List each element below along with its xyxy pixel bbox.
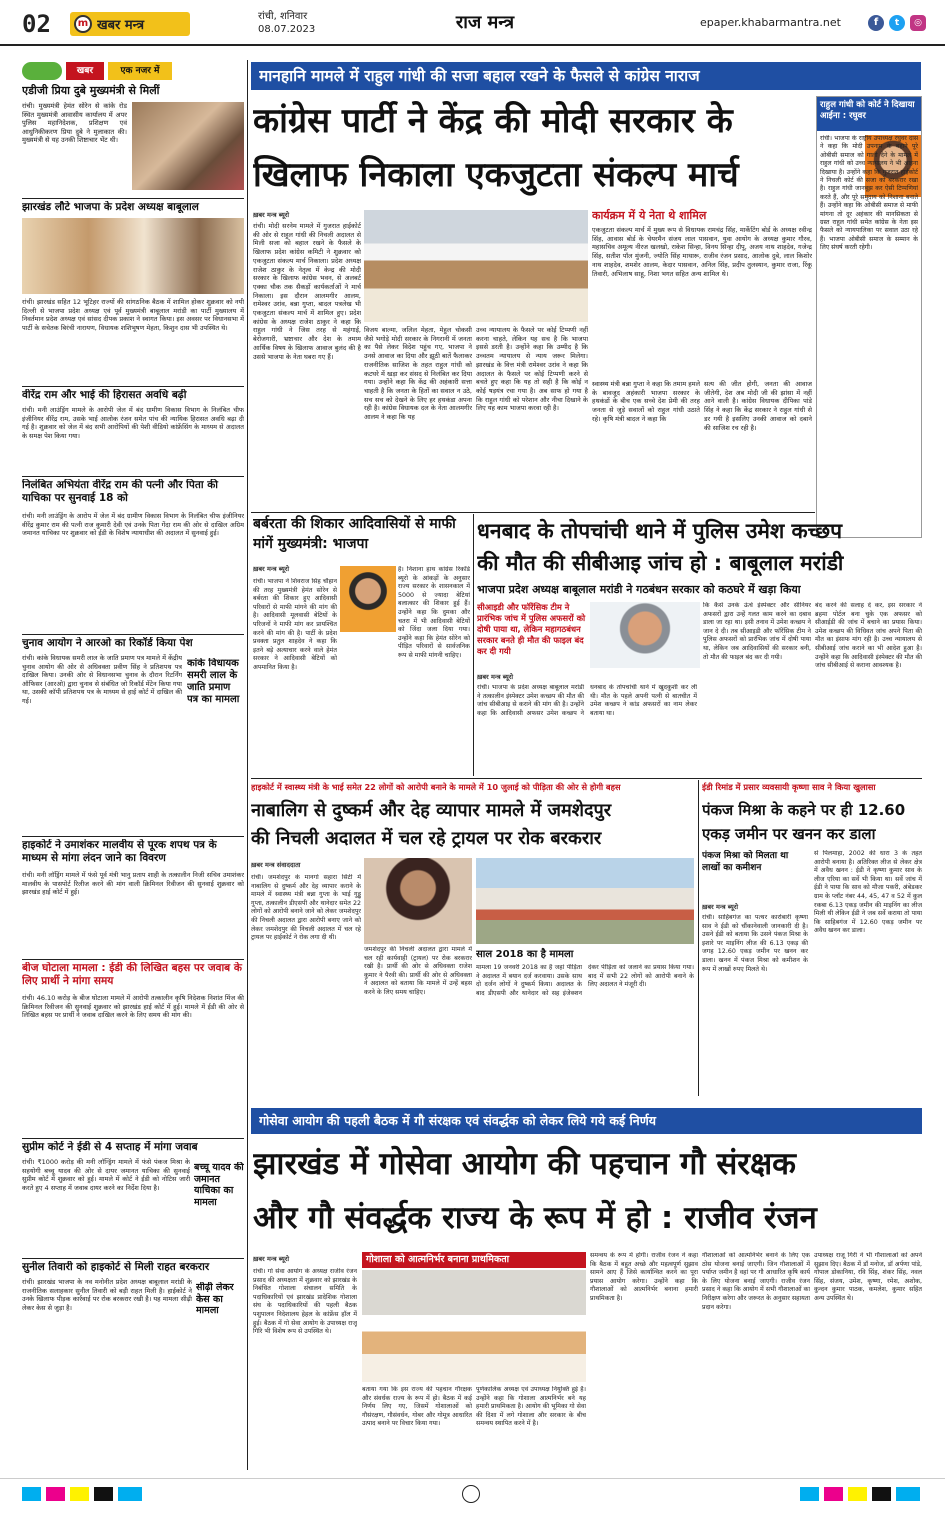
leaders-box [592,208,812,376]
rail-headline-5[interactable]: चुनाव आयोग ने आरओ का रिकॉर्ड किया पेश [22,637,193,649]
story6-box-title[interactable]: गोशाला को आत्मनिर्भर बनाना प्राथमिकता [362,1252,586,1268]
story6-text-col2: बताया गया कि इस राज्य की पहचान गौरक्षक और संवर्धक राज्य के रूप में हो। बैठक में कई निर्णय लिए गए, जिसमें गोशालाओं को गौसंरक्षण, गौसंवर्धन, गोबर और गोमूत्र आधारित उत्पाद बनाने पर विचार किया गया। [362,1386,472,1428]
story6-text-col1: रांची। गो सेवा आयोग के अध्यक्ष राजीव रंजन प्रसाद की अध्यक्षता में शुक्रवार को झारखंड के निबंधित गोशाला संचालन समिति के पदाधिकारियों एवं झारखंड प्रादेशिक गोशाला संघ के पदाधिकारियों की पहली बैठक पशुपालन निदेशालय हेहल के कांफ्रेंस हॉल में हुई। बैठक में गो सेवा आयोग के उपाध्यक्ष राजू गिरि भी विशेष रूप से उपस्थित थे। [253,1268,357,1336]
rail-headline-2[interactable]: झारखंड लौटे भाजपा के प्रदेश अध्यक्ष बाबूलाल [22,201,199,213]
story4-caption: साल 2018 का है मामला [476,949,574,960]
rail-headline-4[interactable]: निलंबित अभियंता वीरेंद्र राम की पत्नी और पिता की याचिका पर सुनवाई 18 को [22,479,218,504]
story3-subhead: भाजपा प्रदेश अध्यक्ष बाबूलाल मरांडी ने गठबंधन सरकार को कठघरे में खड़ा किया [477,583,801,596]
raghubar-box [816,96,922,538]
twitter-icon[interactable]: t [889,15,905,31]
story5-headline-2[interactable]: एकड़ जमीन पर खनन कर डाला [702,825,876,843]
rail-text-7: रांची। 46.10 करोड़ के बीज घोटाला मामले में आरोपी तत्कालीन कृषि निदेशक निशांत मिंज की क्रिमिनल रिवीजन की सुनवाई शुक्रवार को झारखंड हाई कोर्ट में हुई। मामले में ईडी की ओर से लिखित बहस पर प्रार्थी ने जवाब दाखिल करने के लिए समय की मांग की। [22,994,244,1020]
facebook-icon[interactable]: f [868,15,884,31]
rail-text-5: रांची। कांके विधायक समरी लाल के जाति प्रमाण पत्र मामले में केंद्रीय चुनाव आयोग की ओर से अधिवक्ता प्रवीण सिंह ने प्रतिशपथ पत्र दाखिल किया। उनकी ओर से विधानसभा चुनाव के दौरान रिटर्निंग ऑफिसर (आरओ) द्वारा चुनाव से संबंधित जो रिकॉर्ड मेंटेन किया गया था, उसकी कॉपी प्रतिशपथ पत्र के माध्यम से हाई कोर्ट में दाखिल की गई। [22,654,182,705]
divider [22,634,244,635]
rail-text-4: रांची। मनी लाउंड्रिंग के आरोप में जेल में बंद ग्रामीण विकास विभाग के निलंबित चीफ इंजीनियर वीरेंद्र कुमार राम की पत्नी राज कुमारी देवी एवं उनके पिता गेंदा राम की ओर से दाखिल अग्रिम जमानत याचिका पर शुक्रवार को ईडी के विशेष न्यायाधीश की अदालत में सुनवाई हुई। [22,512,244,538]
story3-headline-1[interactable]: धनबाद के तोपचांची थाने में पुलिस उमेश कच्छप [477,519,843,543]
website-link[interactable]: epaper.khabarmantra.net [700,16,841,29]
instagram-icon[interactable]: ◎ [910,15,926,31]
lead-text-col5: सत्य की जीत होगी, जनता की आवाज जीतेगी, देश अब मोदी जी की झांसा में नहीं आने वाली है। कांग्रेस विधायक दीपिका पांडे सिंह ने कहा कि केंद्र सरकार ने राहुल गांधी से डर गयी है इसलिए उनकी आवाज को दबाने की साजिश रच रही है। [704,380,812,432]
story6-kicker: गोसेवा आयोग की पहली बैठक में गौ संरक्षक एवं संवर्द्धक को लेकर लिये गये कई निर्णय [259,1113,656,1128]
story4-headline-2[interactable]: की निचली अदालत में चल रहे ट्रायल पर रोक बरकरार [251,828,602,849]
registration-mark-icon [800,1487,920,1501]
lead-byline: ख़बर मन्त्र ब्यूरो [253,211,290,219]
issue-date: 08.07.2023 [258,24,316,35]
registration-mark-icon [22,1487,142,1501]
city-day: रांची, शनिवार [258,11,308,22]
story2-photo [340,566,396,632]
story6-text-col3: पूर्णकालिक अध्यक्ष एवं उपाध्यक्ष नियुक्ति हुई है। उन्होंने कहा कि गोशाला आत्मनिर्भर बने यह हमारी प्राथमिकता है। आयोग की भूमिका गो सेवा की दिशा में लगे गोशाला और सरकार के बीच समन्वय स्थापित करने में है। [476,1386,586,1428]
column-divider [247,60,248,1470]
page-number: 02 [22,10,51,38]
divider [22,198,244,199]
rail-text-9: रांची। झारखंड भाजपा के नव मनोनीत प्रदेश अध्यक्ष बाबूलाल मरांडी के राजनीतिक सलाहकार सुनील तिवारी को बड़ी राहत मिली है। हाईकोर्ट ने उनके खिलाफ पीड़क कार्रवाई पर रोक बरकरार रखी है। यह मामला सीढ़ी लेकर केस से जुड़ा है। [22,1278,192,1312]
rail-photo-2 [22,218,244,294]
leaders-box-text: एकजुटता संकल्प मार्च में मुख्य रूप से विधायक रामचंद्र सिंह, मार्केटिंग बोर्ड के अध्यक्ष रवीन्द्र सिंह, आवास बोर्ड के चेयरमैन संजय लाल पासवान, युवा आयोग के अध्यक्ष कुमार गौरव, महासचिव अमूल्य नीरज खलखो, राकेश सिन्हा, विनय सिन्हा दीपू, अजय नाथ शाहदेव, गजेन्द्र सिंह, सतीश पॉल मुंजनी, ज्योति सिंह माथारू, राजीव रंजन प्रसाद, आलोक दुबे, लाल किशोर नाथ शाहदेव, शमशेर आलम, केदार पासवान, अनिल सिंह, प्रदीप तुलस्यान, कुमार राजा, रिंकू तिवारी, अभिलाष साहू, निशा भगत सहित अन्य शामिल थे। [592,226,812,278]
story2-text-col1: रांची। भाजपा ने शिवराज सिंह चौहान की तरह मुख्यमंत्री हेमंत सोरेन से बर्बरता की शिकार हुए आदिवासी परिवारों से माफी मांगने की मांग की है। आदिवासी मूलवासी बेटियों के परिजनों ने माफी मांग कर प्रायश्चित करने की मांग की है। पार्टी के प्रदेश प्रवक्ता प्रतुल शाहदेव ने कहा कि इतने बड़े अत्याचार करने वाले हेमंत सरकार ने आदिवासी बेटियों को अपमानित किया है। [253,578,337,671]
registration-mark-icon [462,1485,480,1503]
rail-headline-6[interactable]: हाइकोर्ट ने उमाशंकर मालवीय से पूरक शपथ पत्र के माध्यम से मांगा लंदन जाने का विवरण [22,839,217,864]
column-divider [473,514,474,776]
raghubar-box-title[interactable]: राहुल गांधी को कोर्ट ने दिखाया आईना : रघुवर [817,97,921,131]
divider [22,1138,244,1139]
rail-headline-7[interactable]: बीज घोटाला मामला : ईडी की लिखित बहस पर जवाब के लिए प्रार्थी ने मांगा समय [22,962,242,987]
footer-color-bar [0,1478,945,1517]
story6-text-col6: उपाध्यक्ष राजू गिरी ने भी गौशालाओं को अपने सुझाव दिए। बैठक में डॉ मनोज, डॉ अर्पणा पांडे, गोपाल डोकानिया, रवि सिंह, शंकर सिंह, नवल सिंह, संजय, उमेश, कृष्णा, रमेश, अशोक, कुन्दन कुमार पाठक, कमलेश, कुमार सहित अन्य उपस्थित थे। [814,1252,922,1302]
rail-badge [22,62,172,80]
raghubar-box-text: रांची। भाजपा के राष्ट्रीय उपाध्यक्ष रघुवर दास ने कहा कि मोदी उपनाम के बहाने पूरे ओबीसी समाज को गाली देने के मामले में राहुल गांधी को उच्च न्यायालय ने भी आइना दिखाया है। उन्होंने कहा कि गुजरात हाईकोर्ट ने निचली कोर्ट की सजा को बरकरार रखा है। राहुल गांधी जानबूझ कर ऐसी टिप्पणियां करते हैं, और पूरे समुदाय को निशाना बनाते हैं। उन्होंने कहा कि ओबीसी समाज से माफी मांगना तो दूर अहंकार की मानसिकता से ग्रस्त राहुल गांधी समेत कांग्रेस के नेता इस फैसले को न्यायपालिका पर सवाल उठा रहे हैं। भाजपा ओबीसी समाज के सम्मान के लिए संघर्ष करती रहेगी। [820,135,918,252]
rail-text-6: रांची। मनी लॉड्रिंग मामले में फंसे पूर्व मंत्री भानु प्रताप शाही के तत्कालीन निजी सचिव उमाशंकर मालवीय के पासपोर्ट रिलीज करने की मांग वाली क्रिमिनल रिवीजन की सुनवाई शुक्रवार को झारखंड हाई कोर्ट में हुई। [22,871,244,897]
rail-quote-5: कांके विधायक समरी लाल के जाति प्रमाण पत्र का मामला [187,658,240,705]
rail-text-1: रांची। मुख्यमंत्री हेमंत सोरेन से कांके रोड स्थित मुख्यमंत्री आवासीय कार्यालय में अपर पुलिस महानिदेशक, प्रशिक्षण एवं आधुनिकीकरण प्रिया दुबे ने मुलाकात की। मुख्यमंत्री से यह उनकी शिष्टाचार भेंट थी। [22,102,127,145]
lead-banner-text: मानहानि मामले में राहुल गांधी की सजा बहाल रखने के फैसले से कांग्रेस नाराज [259,67,700,85]
story4-headline-1[interactable]: नाबालिग से दुष्कर्म और देह व्यापार मामले में जमशेदपुर [251,800,612,821]
story5-kicker: ईडी रिमांड में प्रसार व्यवसायी कृष्णा साव ने किया खुलासा [702,782,876,792]
divider [251,778,922,779]
rail-quote-9: सीढ़ी लेकर केस का मामला [196,1282,234,1316]
lead-headline-1[interactable]: कांग्रेस पार्टी ने केंद्र की मोदी सरकार के [253,101,733,141]
story4-byline: ख़बर मन्त्र संवाददाता [251,861,301,869]
story2-byline: ख़बर मन्त्र ब्यूरो [253,565,290,573]
brand-logo-icon: m [74,15,92,33]
story5-pullquote: पंकज मिश्रा को मिलता था लाखों का कमीशन [702,851,789,873]
leaders-box-title[interactable]: कार्यक्रम में ये नेता थे शामिल [592,209,707,222]
story4-illustration [364,858,472,944]
story2-text-col2: है। निशाना हाथ कांग्रेस रिकॉर्ड ब्यूरो के आंकड़ों के अनुसार राज्य सरकार के शासनकाल में 5000 से ज्यादा बेटियां बलात्कार की शिकार हुई हैं। उन्होंने कहा कि दुमका और चतरा में भी आदिवासी बेटियों को जिंदा जला दिया गया। उन्होंने कहा कि हेमंत सोरेन को पीड़ित परिवारों से सार्वजनिक रूप से माफी मांगनी चाहिए। [398,566,470,659]
lead-text-col1: रांची। मोदी सरनेम मामले में गुजरात हाईकोर्ट की ओर से राहुल गांधी की निचली अदालत से मिली सजा को बहाल रखने के फैसले के खिलाफ प्रदेश कांग्रेस कमिटी ने शुक्रवार को एकजुटता संकल्प मार्च निकाला। प्रदेश अध्यक्ष राजेश ठाकुर के नेतृत्व में केन्द्र की मोदी सरकार के खिलाफ कांग्रेस भवन, से अलबर्ट एक्का चौक तक सैकड़ों कार्यकर्ताओं ने मार्च निकाला। इस दौरान आलमगीर आलम, रामेश्वर उरांव, बन्ना गुप्ता, बादल पत्रलेख भी एकजुटता संकल्प मार्च में शामिल हुए। प्रदेश कांग्रेस के अध्यक्ष राजेश ठाकुर ने कहा कि राहुल गांधी ने जिस तरह से महंगाई, बेरोजगारी, भ्रष्टाचार और देश के तमाम आर्थिक विषय के खिलाफ आवाज बुलंद की है उससे भाजपा के नेता घबरा गए हैं। [253,222,361,361]
divider [22,476,244,477]
story6-photo [362,1270,586,1382]
story3-pullquote: सीआइडी और फॉरेंसिक टीम ने प्रारंभिक जांच में पुलिस अफसरों को दोषी पाया था, लेकिन महागठबंधन सरकार बनते ही मौत की फाइल बंद कर दी गयी [477,602,586,656]
divider [22,959,244,960]
story5-byline: ख़बर मन्त्र ब्यूरो [702,903,739,911]
rail-quote-8: बच्चू यादव की जमानत याचिका का मामला [194,1162,244,1208]
story6-text-col4: समन्वय के रूप में होगी। राजीव रंजन ने कहा कि बैठक में बहुत अच्छे और महत्वपूर्ण सुझाव सामने आए हैं जिसे कार्यान्वित करने का पूरा प्रयास आयोग करेगा। उन्होंने कहा कि गौशालाओं को आत्मनिर्भर बनाना हमारी प्राथमिकता है। [590,1252,698,1302]
story4-text-col3: मामला 19 जनवरी 2018 का है जहां पीड़िता ने अदालत में बयान दर्ज करवाया। उसके साथ दो दर्जन लोगों ने दुष्कर्म किया। अदालत के बाद डीएसपी और थानेदार को सह इंजेक्शन देकर पीड़िता को जलाने का प्रयास किया गया। बाद में सभी 22 लोगों को आरोपी बनाने के लिए अदालत ने मंजूरी दी। [476,964,694,997]
story4-photo-court [476,858,694,944]
divider [251,512,815,513]
story3-text-col3: बंद करने की सलाह दे कर, इस सरकार ने ब्रहमा पोर्टल बना चुके एक अफसर को सीआईडी की जांच में बचाने का प्रयास किया। उमेश कच्छप की विधिवत जांच अपने पिता की मौत का इंसाफ मांग रही है। उच्च न्यायालय से सीबीआई जांच कराने का भी आदेश हुआ है। उन्होंने कहा कि आदिवासी इंस्पेक्टर की मौत की जांच सीबीआई से कराना आवश्यक है। [815,602,922,670]
lead-photo-march [364,210,588,322]
story3-photo [590,602,700,668]
divider [22,386,244,387]
rail-headline-3[interactable]: वीरेंद्र राम और भाई की हिरासत अवधि बढ़ी [22,389,187,401]
story6-headline-1[interactable]: झारखंड में गोसेवा आयोग की पहचान गौ संरक्षक [253,1146,796,1182]
brand-name: खबर मन्त्र [97,18,145,33]
story6-byline: ख़बर मन्त्र ब्यूरो [253,1255,290,1263]
story3-text-col1: रांची। भाजपा के प्रदेश अध्यक्ष बाबूलाल मरांडी ने तत्कालीन इंस्पेक्टर उमेश कच्छप की मौत की जांच सीबीआइ से कराने की मांग की है। उन्होंने कहा कि आदिवासी अफसर उमेश कच्छप ने धनबाद के तोपचांची थाने में खुदकुशी कर ली थी। मौत के पहले अपनी पत्नी से बातचीत में उमेश कच्छप ने कांड अफसरों का नाम लेकर बताया था। [477,684,697,717]
story2-headline[interactable]: बर्बरता की शिकार आदिवासियों से माफी मांगें मुख्यमंत्री: भाजपा [253,516,456,552]
rail-badge-label: खबर [66,62,104,80]
story4-kicker: हाइकोर्ट में स्वास्थ्य मंत्री के भाई समेत 22 लोगों को आरोपी बनाने के मामले में 10 जुलाई को पीड़िता की ओर से होगी बहस [251,782,621,792]
story4-text-col1: रांची। जमशेदपुर के मानगो सहारा सिटी में नाबालिग से दुष्कर्म और देह व्यापार कराने के मामले में स्वास्थ्य मंत्री बन्ना गुप्ता के भाई गुड्डू गुप्ता, तत्कालीन डीएसपी और थानेदार समेत 22 लोगों को आरोपी बनाने जाने को लेकर जमशेदपुर की निचली अदालत द्वारा आरोपी बनाए जाने को लेकर जमशेदपुर की निचली अदालत में चल रहे ट्रायल पर हाईकोर्ट ने रोक लगा दी थी। [251,874,361,942]
story6-text-col5: गौशालाओं को आत्मनिर्भर बनाने के लिए एक ठोस योजना बनाई जाएगी। जिन गौशालाओं में पर्याप्त जमीन है वहां पर गौ आधारित कृषि कार्य के लिए योजना बनाई जाएगी। राजीव रंजन प्रसाद ने कहा कि आयोग में सभी गौशालाओं का निरीक्षण करेगा और जरूरत के अनुसार सहायता प्रदान करेगा। [702,1252,810,1311]
lead-text-col3: उच्च न्यायालय के फैसले पर कोई टिप्पणी नहीं करना चाहते, लेकिन यह सच है कि भाजपा इससे डरती है। उन्होंने कहा कि उम्मीद है कि उच्चतम न्यायालय से न्याय जरूर मिलेगा। झारखंड के वित्त मंत्री रामेश्वर उरांव ने कहा कि अदालत के फैसले पर कोई टिप्पणी करने से बचते हुए कहा कि यह तो सही है कि कोई न कोई षड़यंत्र रचा गया है। अब साफ हो गया है कि राहुल गांधी को परेशान और नीचा दिखाने के लिए यह काम भाजपा करवा रही है। [476,326,588,413]
social-icons [868,13,932,33]
rail-photo-1 [132,102,244,190]
column-divider [698,780,699,1096]
story4-text-col2: जमशेदपुर की निचली अदालत द्वारा मामले में चल रही कार्यवाही (ट्रायल) पर रोक बरकरार रखी है। प्रार्थी की ओर से अधिवक्ता राजेश कुमार ने पैरवी की। प्रार्थी की ओर से अधिवक्ता ने अदालत को बताया कि मामले में उन्हें बहस करने के लिए समय चाहिए। [364,946,472,996]
lead-banner [251,62,921,90]
brand-logo [70,12,190,36]
rail-badge-title: एक नजर में [108,62,172,80]
rail-headline-8[interactable]: सुप्रीम कोर्ट ने ईडी से 4 सप्ताह में मांगा जवाब [22,1141,198,1153]
rail-headline-9[interactable]: सुनील तिवारी को हाइकोर्ट से मिली राहत बरकरार [22,1261,210,1273]
story3-headline-2[interactable]: की मौत की सीबीआइ जांच हो : बाबूलाल मरांडी [477,551,844,575]
rail-text-8: रांची। ₹1000 करोड़ की मनी लॉन्ड्रिंग मामले में फंसे पंकज मिश्रा के सहयोगी बच्चू यादव की ओर से दायर जमानत याचिका की सुनवाई सुप्रीम कोर्ट में शुक्रवार को हुई। मामले में कोर्ट ने ईडी को नोटिस जारी करते हुए 4 सप्ताह में जवाब दायर करने का निर्देश दिया है। [22,1158,190,1192]
story5-headline-1[interactable]: पंकज मिश्रा के कहने पर ही 12.60 [702,801,906,819]
story6-headline-2[interactable]: और गौ संवर्द्धक राज्य के रूप में हो : राजीव रंजन [253,1200,817,1236]
story3-text-col2: कि कैसे उनके ऊंचे इंस्पेक्टर और सीनियर अफसरों द्वारा उन्हें गलत काम करने का दबाव डाला जा रहा था। इसी तनाव में उमेश कच्छप ने जान दे दी। तब सीआइडी और फॉरेंसिक टीम ने पुलिस अफसरों को प्रारंभिक जांच में दोषी पाया था, लेकिन जब आदिवासियों की सरकार बनी, तो मौत की फाइल बंद कर दी गयी। [703,602,811,661]
rail-text-3: रांची। मनी लाउंड्रिंग मामले के आरोपी जेल में बंद ग्रामीण विकास विभाग के निलंबित चीफ इंजीनियर वीरेंद्र राम, उसके भाई आलोक रंजन समेत पांच की न्यायिक हिरासत अवधि बढ़ा दी गई है। शुक्रवार को जेल में बंद सभी आरोपियों की पेशी वीडियो कांफ्रेंसिंग के माध्यम से अदालत के समक्ष पेश किया गया। [22,406,244,440]
divider [22,1258,244,1259]
lead-text-col4: स्वास्थ्य मंत्री बन्ना गुप्ता ने कहा कि तमाम हमले के बावजूद अहंकारी भाजपा सरकार के हथकंडों के बीच एक सच्चे देश प्रेमी की तरह जनता से जुड़े सवालों को राहुल गांधी उठाते रहे। कृषि मंत्री बादल ने कहा कि [592,380,700,423]
left-rail [22,60,244,1475]
story5-text-col2: से पिलमाहा, 2002 की धारा 3 के तहत आरोपी बनाया है। अतिरिक्त लीज से लेकर क्षेत्र में अवैध खनन : ईडी ने कृष्णा कुमार साव के लीज एरिया का सर्वे भी किया था। सर्वे जांच में ईडी ने पाया कि साव को मौजा पकरी, अंबेडकर ग्राम के प्लॉट नंबर 44, 45, 47 व 52 में कुल रकबा 6.13 एकड़ जमीन की माइनिंग का लीज मिली थी लेकिन ईडी ने जब सर्वे कराया तो पाया कि साहिबगंज में 12.60 एकड़ जमीन पर अवैध खनन कर डाला। [814,850,922,935]
rail-headline-1[interactable]: एडीजी प्रिया दुबे मुख्यमंत्री से मिलीं [22,84,160,97]
lead-headline-2[interactable]: खिलाफ निकाला एकजुटता संकल्प मार्च [253,155,739,195]
lead-text-col2: विजय बाल्मा, जलिल मेहता, मेहुल चोकसी जैसे भगोड़े मोदी सरकार के निगरानी में जनता का पैसे लेकर विदेश पहुंच गए, भाजपा ने उनसे आवाज का दिया और झूठी बातें फैलाकर राजनीतिक साजिश के तहत राहुल गांधी को कटघरे में खड़ा कर संसद से निलंबित कर दिया गया। उन्होंने कहा कि केंद्र की अहंकारी सत्ता चाहती है कि जनता के हितों का सवाल न उठे, सच सच को देखने के लिए हर हथकंडा अपना रही है। कांग्रेस विधायक दल के नेता आलमगीर आलम ने कहा कि यह [364,326,472,422]
divider [22,836,244,837]
section-title: राज मन्त्र [455,12,515,33]
rail-badge-icon [22,62,62,80]
rail-text-2: रांची। झारखंड सहित 12 भूटिहर राज्यों की सांगठनिक बैठक में शामिल होकर शुक्रवार को नयी दिल्ली से भाजपा प्रदेश अध्यक्ष एवं पूर्व मुख्यमंत्री बाबूलाल मरांडी का पार्टी मुख्यालय में निवर्तमान प्रदेश अध्यक्ष एवं सांसद दीपक प्रकाश ने स्वागत किया। इस अवसर पर विधानसभा में पार्टी के सचेतक बिरंची नारायण, विधायक शशिभूषण मेहता, किशुन दास भी उपस्थित थे। [22,298,244,332]
story3-byline: ख़बर मन्त्र ब्यूरो [477,673,514,681]
story6-kicker-bar [251,1108,922,1134]
masthead [0,0,945,46]
story5-text-col1: रांची। साहिबगंज का पत्थर कारोबारी कृष्णा साव ने ईडी को चौंकानेवाली जानकारी दी है। उसने ईडी को बताया कि उसने पंकज मिश्रा के इशारे पर माइनिंग लीज की 6.13 एकड़ की जगह 12.60 एकड़ जमीन पर खनन कर डाला। खनन में पंकज मिश्रा को कमीशन के रूप में लाखों रुपए मिलते थे। [702,914,808,973]
